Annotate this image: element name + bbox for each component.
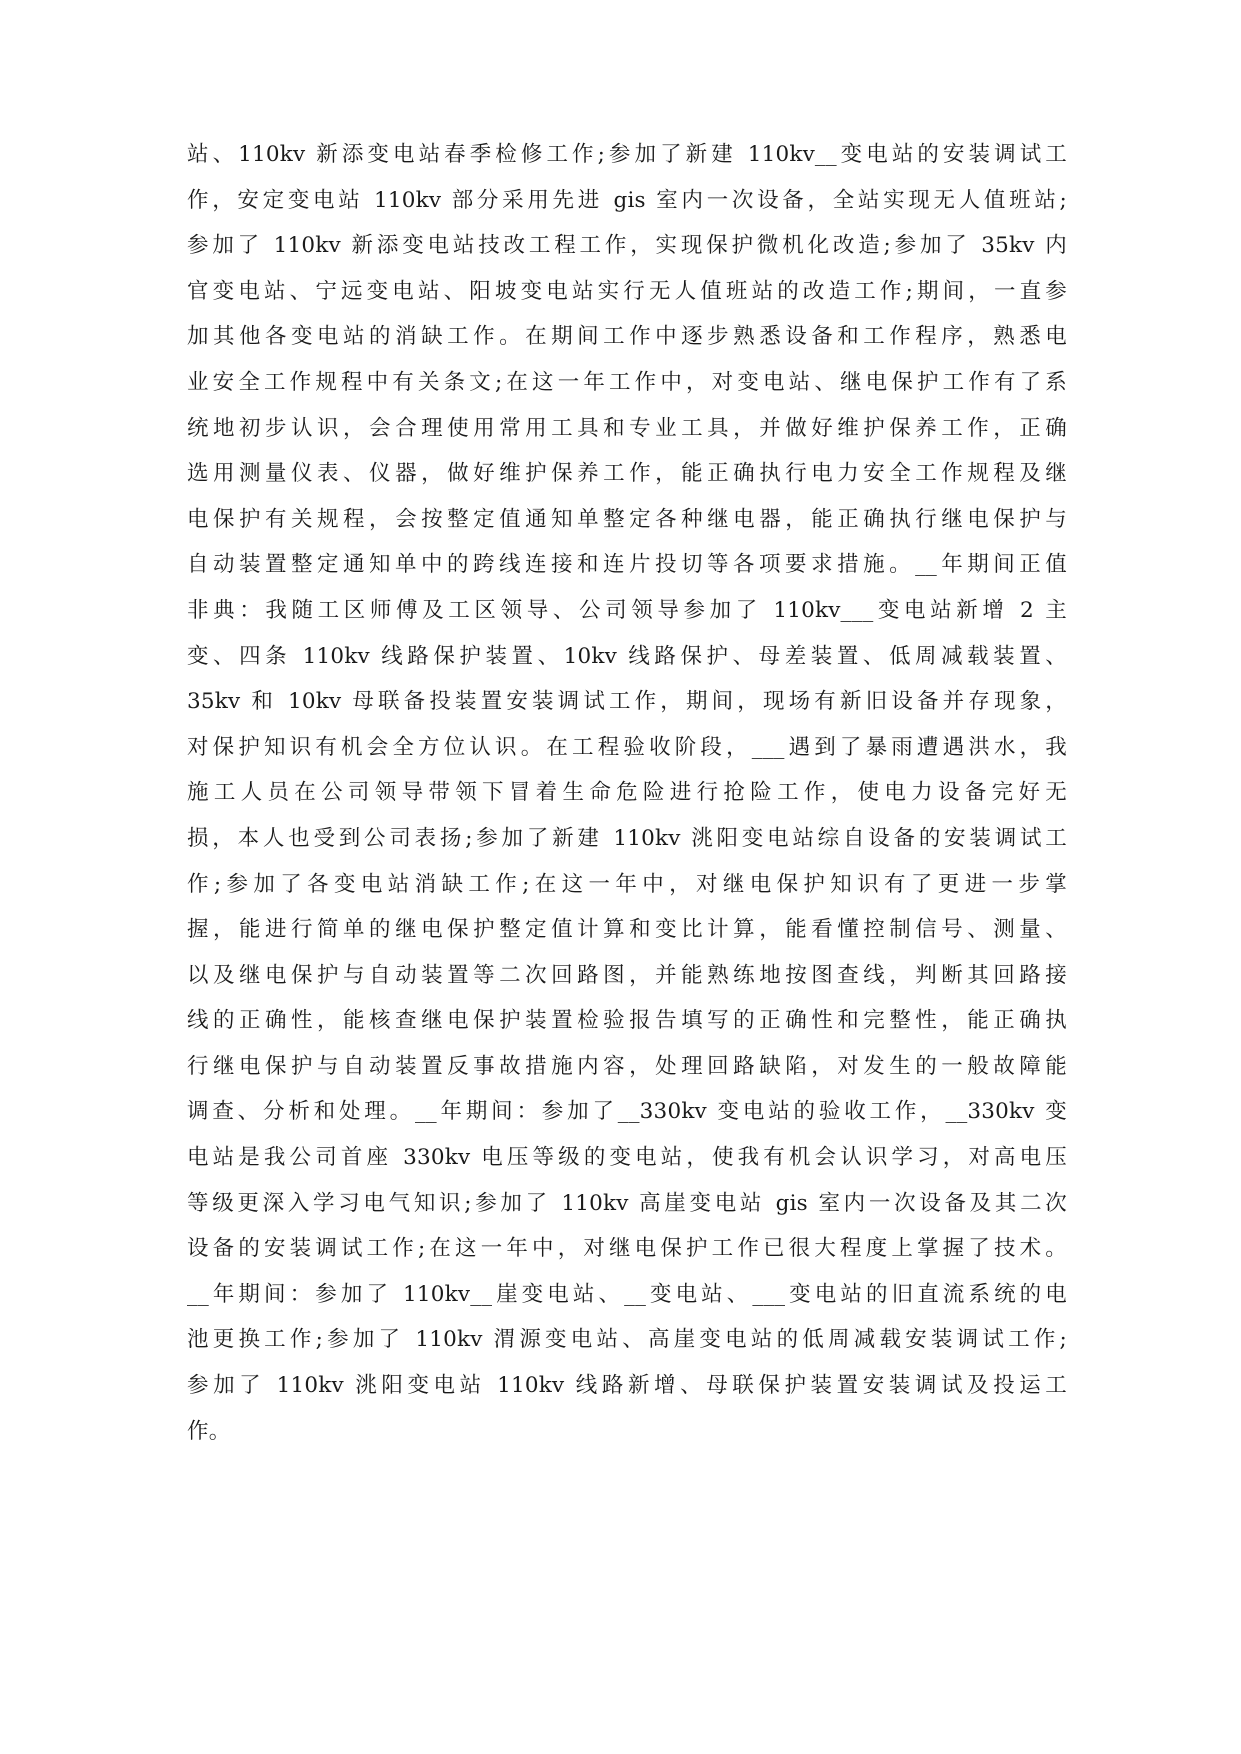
text-line: 握，能进行简单的继电保护整定值计算和变比计算，能看懂控制信号、测量、 (187, 917, 1067, 943)
text-line: 参加了 110kv 新添变电站技改工程工作，实现保护微机化改造;参加了 35kv 内 (187, 233, 1067, 259)
text-line: 作;参加了各变电站消缺工作;在这一年中，对继电保护知识有了更进一步掌 (187, 871, 1067, 897)
text-line: 作，安定变电站 110kv 部分采用先进 gis 室内一次设备，全站实现无人值班站; (187, 187, 1067, 213)
text-line: 官变电站、宁远变电站、阳坡变电站实行无人值班站的改造工作;期间，一直参 (187, 278, 1067, 304)
text-line: 非典：我随工区师傅及工区领导、公司领导参加了 110kv___变电站新增 2 主 (187, 597, 1067, 623)
text-line: 业安全工作规程中有关条文;在这一年工作中，对变电站、继电保护工作有了系 (187, 369, 1067, 395)
text-line: 行继电保护与自动装置反事故措施内容，处理回路缺陷，对发生的一般故障能 (187, 1053, 1067, 1079)
text-line: 加其他各变电站的消缺工作。在期间工作中逐步熟悉设备和工作程序，熟悉电 (187, 324, 1067, 350)
text-line: 作。 (187, 1418, 231, 1444)
text-line: 对保护知识有机会全方位认识。在工程验收阶段，___遇到了暴雨遭遇洪水，我 (187, 734, 1067, 760)
text-line: 参加了 110kv 洮阳变电站 110kv 线路新增、母联保护装置安装调试及投运工 (187, 1373, 1067, 1399)
text-line: 设备的安装调试工作;在这一年中，对继电保护工作已很大程度上掌握了技术。 (187, 1236, 1067, 1262)
text-line: 施工人员在公司领导带领下冒着生命危险进行抢险工作，使电力设备完好无 (187, 780, 1067, 806)
text-line: 电保护有关规程，会按整定值通知单整定各种继电器，能正确执行继电保护与 (187, 506, 1067, 532)
text-line: 调查、分析和处理。__年期间：参加了__330kv 变电站的验收工作，__330kv 变 (187, 1099, 1067, 1125)
text-line: 自动装置整定通知单中的跨线连接和连片投切等各项要求措施。__年期间正值 (187, 552, 1067, 578)
text-line: 以及继电保护与自动装置等二次回路图，并能熟练地按图查线，判断其回路接 (187, 962, 1067, 988)
text-line: 统地初步认识，会合理使用常用工具和专业工具，并做好维护保养工作，正确 (187, 415, 1067, 441)
text-line: 损，本人也受到公司表扬;参加了新建 110kv 洮阳变电站综自设备的安装调试工 (187, 825, 1067, 851)
text-line: 35kv 和 10kv 母联备投装置安装调试工作，期间，现场有新旧设备并存现象， (187, 689, 1067, 715)
body-text (187, 132, 1067, 1454)
text-line: 等级更深入学习电气知识;参加了 110kv 高崖变电站 gis 室内一次设备及其二次 (187, 1190, 1067, 1216)
text-line: 选用测量仪表、仪器，做好维护保养工作，能正确执行电力安全工作规程及继 (187, 461, 1067, 487)
text-line: 电站是我公司首座 330kv 电压等级的变电站，使我有机会认识学习，对高电压 (187, 1145, 1067, 1171)
text-line: 站、110kv 新添变电站春季检修工作;参加了新建 110kv__变电站的安装调试工 (187, 142, 1067, 167)
text-line: 线的正确性，能核查继电保护装置检验报告填写的正确性和完整性，能正确执 (187, 1008, 1067, 1034)
text-line: 池更换工作;参加了 110kv 渭源变电站、高崖变电站的低周减载安装调试工作; (187, 1327, 1067, 1353)
text-line: __年期间：参加了 110kv__崖变电站、__变电站、___变电站的旧直流系统的电 (187, 1281, 1067, 1307)
text-line: 变、四条 110kv 线路保护装置、10kv 线路保护、母差装置、低周减载装置、 (187, 643, 1067, 669)
